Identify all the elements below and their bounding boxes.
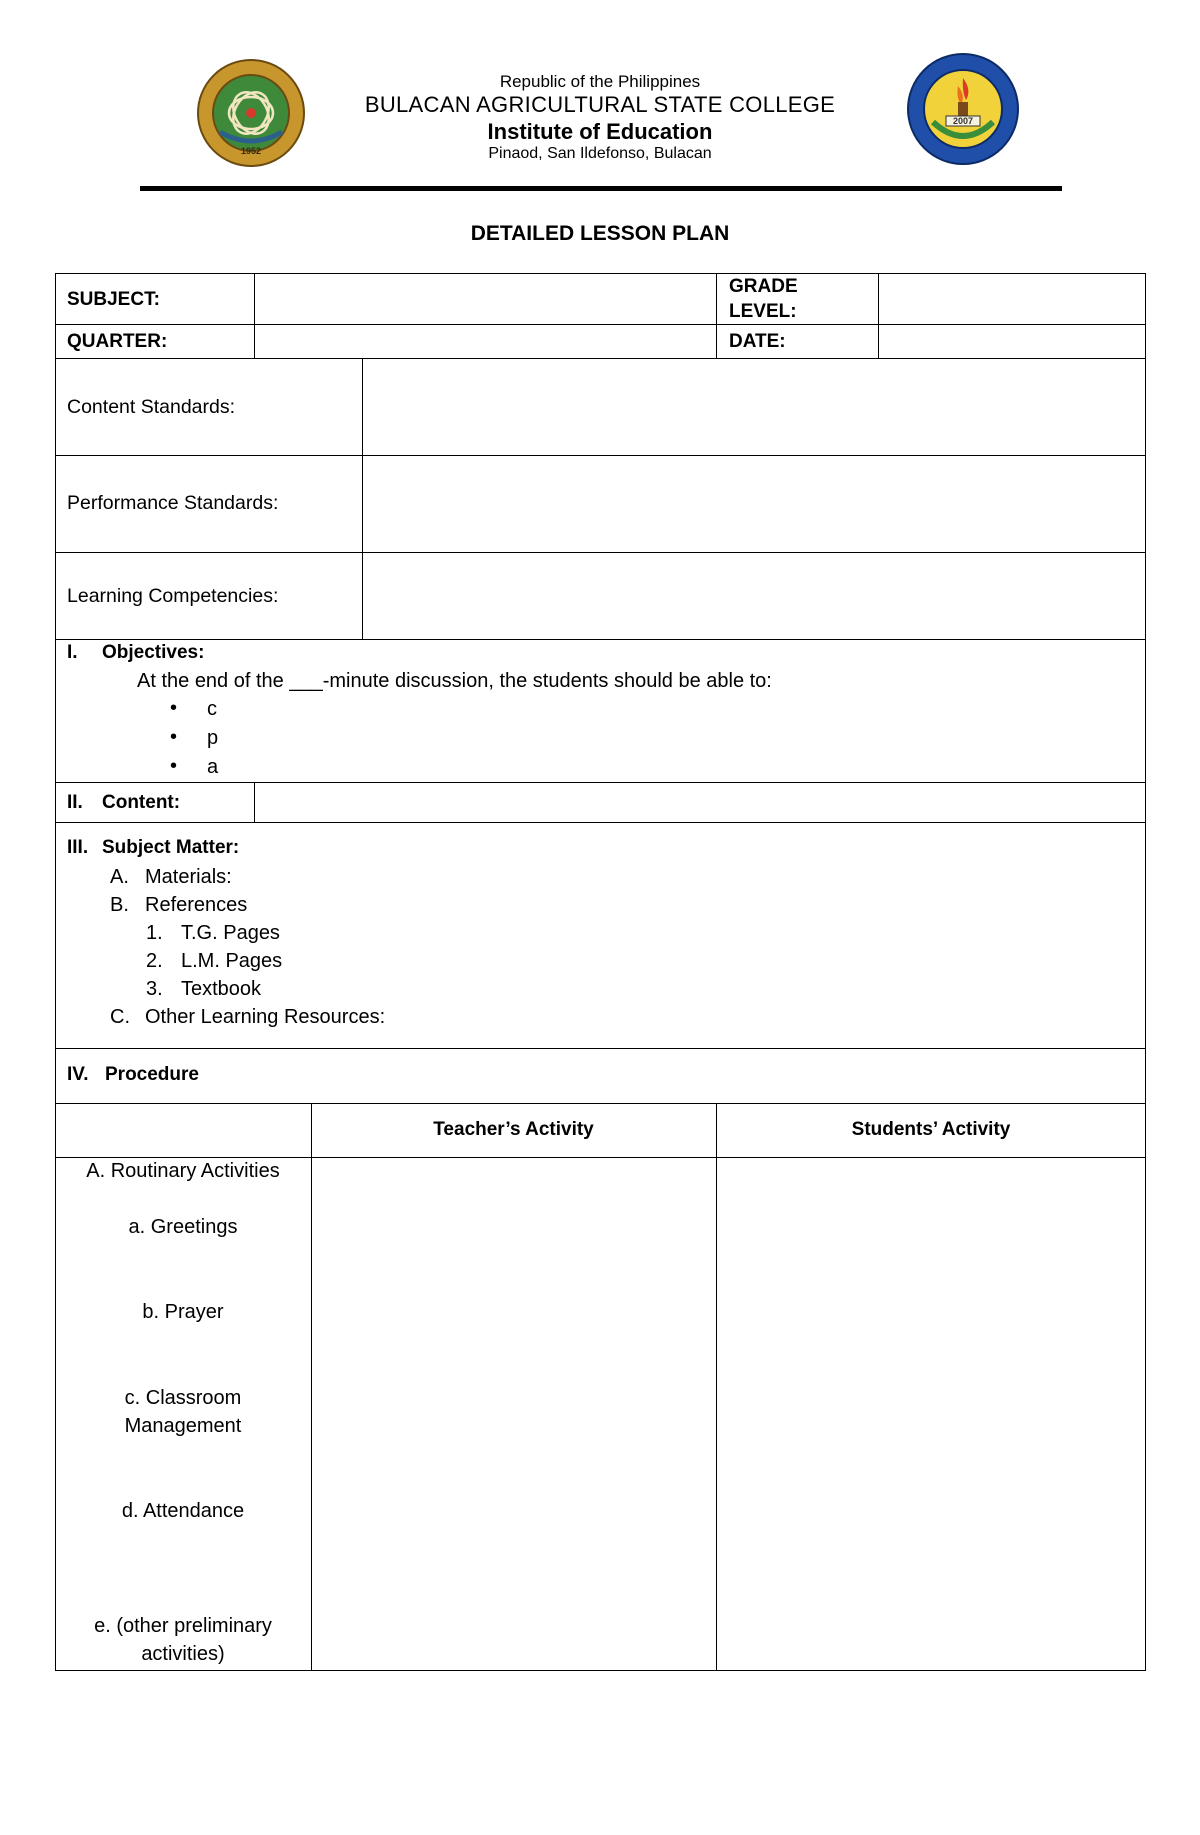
learning-competencies-label: Learning Competencies: xyxy=(67,585,279,607)
column-divider xyxy=(716,273,717,358)
row-divider xyxy=(55,822,1146,823)
right-seal-year: 2007 xyxy=(952,116,974,126)
column-divider xyxy=(362,358,363,639)
procedure-heading: Procedure xyxy=(105,1064,199,1085)
subject-matter-heading: Subject Matter: xyxy=(102,837,240,858)
procedure-numeral: IV. xyxy=(67,1064,89,1085)
page-title: DETAILED LESSON PLAN xyxy=(470,222,730,245)
teacher-activity-field[interactable] xyxy=(318,1164,710,1664)
row-divider xyxy=(55,1157,1146,1158)
left-seal-year: 1952 xyxy=(240,146,262,156)
references-label: References xyxy=(145,894,248,916)
objective-item: c xyxy=(207,698,217,720)
routinary-activities-label: A. Routinary Activities xyxy=(86,1160,280,1182)
column-divider xyxy=(254,273,255,358)
performance-standards-field[interactable] xyxy=(372,462,1134,544)
row-divider xyxy=(55,782,1146,783)
content-heading: Content: xyxy=(102,792,181,813)
row-divider xyxy=(55,639,1146,640)
students-activity-header: Students’ Activity xyxy=(851,1119,1011,1140)
date-label: DATE: xyxy=(729,331,786,352)
grade-label-line2: LEVEL: xyxy=(729,301,797,322)
country-name: Republic of the Philippines xyxy=(499,72,701,91)
materials-label: Materials: xyxy=(145,866,232,888)
content-numeral: II. xyxy=(67,792,83,813)
quarter-label: QUARTER: xyxy=(67,331,168,352)
column-divider xyxy=(254,782,255,822)
row-divider xyxy=(55,1103,1146,1104)
objectives-intro: At the end of the ___-minute discussion, the students should be able to: xyxy=(137,670,772,692)
objective-item: p xyxy=(207,727,219,749)
subject-label: SUBJECT: xyxy=(67,289,160,310)
content-standards-field[interactable] xyxy=(372,366,1134,448)
institute-name: Institute of Education xyxy=(487,119,713,144)
prayer-label: b. Prayer xyxy=(142,1301,224,1323)
objective-item: a xyxy=(207,756,219,778)
objectives-numeral: I. xyxy=(67,642,78,663)
greetings-label: a. Greetings xyxy=(128,1216,238,1238)
row-divider xyxy=(55,552,1146,553)
other-resources-label: Other Learning Resources: xyxy=(145,1006,386,1028)
bullet-icon: • xyxy=(170,726,178,748)
classroom-management-label-line1: c. Classroom xyxy=(124,1387,242,1409)
performance-standards-label: Performance Standards: xyxy=(67,492,279,514)
other-activities-label-line1: e. (other preliminary xyxy=(94,1615,272,1637)
reference-number: 1. xyxy=(146,922,163,944)
subject-matter-numeral: III. xyxy=(67,837,89,858)
students-activity-field[interactable] xyxy=(723,1164,1139,1664)
grade-label-line1: GRADE xyxy=(729,276,798,297)
row-divider xyxy=(55,1048,1146,1049)
column-divider xyxy=(878,273,879,358)
header-rule xyxy=(140,186,1062,191)
row-divider xyxy=(55,324,1146,325)
bullet-icon: • xyxy=(170,755,178,777)
reference-item: Textbook xyxy=(181,978,262,1000)
classroom-management-label-line2: Management xyxy=(124,1415,242,1437)
bullet-icon: • xyxy=(170,697,178,719)
objectives-heading: Objectives: xyxy=(102,642,205,663)
row-divider xyxy=(55,358,1146,359)
reference-item: T.G. Pages xyxy=(181,922,280,944)
attendance-label: d. Attendance xyxy=(121,1500,245,1522)
other-activities-label-line2: activities) xyxy=(141,1643,225,1665)
college-address: Pinaod, San Ildefonso, Bulacan xyxy=(488,145,712,162)
row-divider xyxy=(55,455,1146,456)
college-name: BULACAN AGRICULTURAL STATE COLLEGE xyxy=(364,92,836,117)
materials-letter: A. xyxy=(110,866,129,888)
reference-number: 3. xyxy=(146,978,163,1000)
references-letter: B. xyxy=(110,894,129,916)
reference-number: 2. xyxy=(146,950,163,972)
content-standards-label: Content Standards: xyxy=(67,396,236,418)
learning-competencies-field[interactable] xyxy=(372,560,1134,632)
other-resources-letter: C. xyxy=(110,1006,130,1028)
column-divider xyxy=(311,1103,312,1671)
teacher-activity-header: Teacher’s Activity xyxy=(433,1119,594,1140)
column-divider xyxy=(716,1103,717,1671)
reference-item: L.M. Pages xyxy=(181,950,283,972)
